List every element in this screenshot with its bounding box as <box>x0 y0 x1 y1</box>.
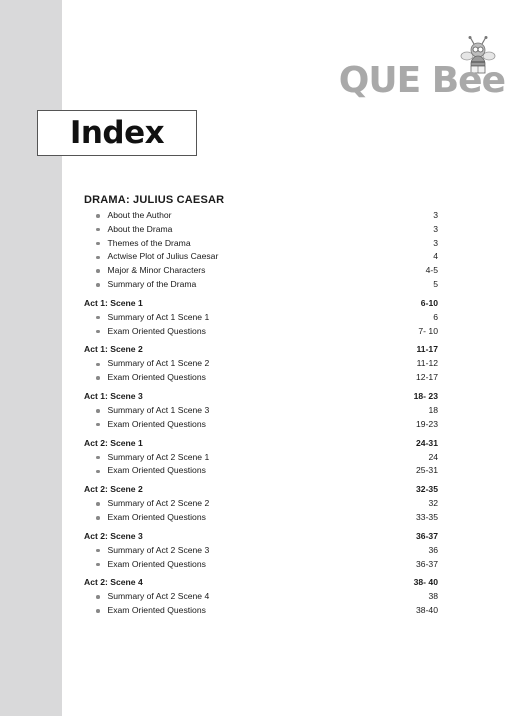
toc-entry-label: Exam Oriented Questions <box>107 558 206 569</box>
bullet-icon <box>96 228 100 232</box>
toc-entry <box>84 604 438 618</box>
bullet-icon <box>96 242 100 246</box>
toc-entry-page: 5 <box>433 278 438 289</box>
section-item-list <box>84 311 438 339</box>
toc-entry-label: About the Drama <box>107 223 173 234</box>
section-item-list <box>84 357 438 385</box>
section-heading <box>84 296 438 310</box>
toc-entry-label: About the Author <box>107 210 172 220</box>
toc-entry-label: Exam Oriented Questions <box>107 418 206 429</box>
section-pages: 32-35 <box>416 484 438 495</box>
section-heading <box>84 342 438 356</box>
toc-entry <box>84 223 438 237</box>
toc-entry-left <box>84 497 209 511</box>
toc-entry <box>84 451 438 465</box>
toc-entry-left <box>84 590 209 604</box>
table-of-contents <box>84 193 438 618</box>
bullet-icon <box>96 376 100 380</box>
toc-entry-left <box>84 604 206 618</box>
section-heading <box>84 575 438 589</box>
toc-entry-left <box>84 371 206 385</box>
drama-heading: DRAMA: JULIUS CAESAR <box>84 194 225 206</box>
section-heading <box>84 529 438 543</box>
bullet-icon <box>96 423 100 427</box>
toc-entry-label: Exam Oriented Questions <box>107 511 206 522</box>
toc-entry-page: 32 <box>428 498 438 509</box>
toc-entry-label: Summary of Act 1 Scene 3 <box>107 404 210 415</box>
toc-entry-left <box>84 278 196 292</box>
section-title: Act 1: Scene 3 <box>84 390 143 401</box>
bullet-icon <box>96 269 100 273</box>
toc-entry-left <box>84 311 209 325</box>
toc-entry <box>84 371 438 385</box>
bullet-icon <box>96 283 100 287</box>
bullet-icon <box>96 563 100 567</box>
toc-entry-page: 12-17 <box>416 372 438 383</box>
toc-entry-label: Exam Oriented Questions <box>107 372 206 383</box>
toc-entry <box>84 325 438 339</box>
toc-entry-left <box>84 237 191 251</box>
section-pages: 36-37 <box>416 530 438 541</box>
toc-entry-label: Summary of Act 2 Scene 1 <box>107 451 210 462</box>
section-item-list <box>84 451 438 479</box>
left-sidebar-band <box>0 0 62 716</box>
toc-entry-page: 38-40 <box>416 605 438 616</box>
index-title-box <box>37 110 197 156</box>
toc-entry-page: 3 <box>433 237 438 248</box>
toc-entry-left <box>84 209 172 223</box>
section-title: Act 2: Scene 2 <box>84 484 143 495</box>
section-pages: 24-31 <box>416 437 438 448</box>
toc-entry-left <box>84 404 209 418</box>
toc-entry-left <box>84 223 172 237</box>
toc-entry-page: 3 <box>433 210 438 220</box>
toc-entry-page: 36 <box>428 544 438 555</box>
section-title: Act 2: Scene 3 <box>84 530 143 541</box>
toc-entry-page: 6 <box>433 311 438 322</box>
toc-entry <box>84 590 438 604</box>
section-heading <box>84 389 438 403</box>
toc-entry-label: Summary of Act 1 Scene 1 <box>107 311 210 322</box>
toc-entry <box>84 464 438 478</box>
toc-entry <box>84 250 438 264</box>
toc-entry-left <box>84 558 206 572</box>
toc-entry <box>84 404 438 418</box>
section-heading <box>84 436 438 450</box>
toc-entry <box>84 544 438 558</box>
toc-entry-label: Summary of Act 2 Scene 4 <box>107 591 210 602</box>
section-pages: 38- 40 <box>413 577 438 588</box>
drama-item-list <box>84 209 438 292</box>
section-item-list <box>84 497 438 525</box>
toc-entry-left <box>84 511 206 525</box>
toc-entry-left <box>84 264 205 278</box>
toc-entry-label: Exam Oriented Questions <box>107 325 206 336</box>
bullet-icon <box>96 409 100 413</box>
page-title: Index <box>69 115 165 151</box>
toc-entry-page: 7- 10 <box>418 325 438 336</box>
toc-entry <box>84 357 438 371</box>
toc-entry <box>84 497 438 511</box>
toc-entry-left <box>84 357 209 371</box>
section-item-list <box>84 544 438 572</box>
section-list <box>84 296 438 618</box>
toc-entry <box>84 278 438 292</box>
toc-entry-label: Summary of Act 2 Scene 2 <box>107 498 210 509</box>
toc-entry <box>84 237 438 251</box>
toc-entry-page: 3 <box>433 223 438 234</box>
bullet-icon <box>96 256 100 260</box>
toc-entry-page: 4-5 <box>425 265 438 276</box>
toc-entry <box>84 511 438 525</box>
toc-entry-label: Exam Oriented Questions <box>107 605 206 616</box>
toc-entry <box>84 311 438 325</box>
brand-logo: QUE Bee <box>338 60 505 101</box>
bullet-icon <box>96 214 100 218</box>
section-pages: 6-10 <box>420 297 438 308</box>
toc-entry-page: 18 <box>428 404 438 415</box>
bullet-icon <box>96 316 100 320</box>
toc-entry <box>84 264 438 278</box>
toc-entry-page: 11-12 <box>416 358 438 369</box>
toc-entry-left <box>84 544 209 558</box>
toc-entry-page: 25-31 <box>416 465 438 476</box>
toc-entry-label: Summary of Act 2 Scene 3 <box>107 544 210 555</box>
toc-entry-page: 38 <box>428 591 438 602</box>
bullet-icon <box>96 595 100 599</box>
section-item-list <box>84 590 438 618</box>
toc-entry-left <box>84 325 206 339</box>
section-heading <box>84 482 438 496</box>
bullet-icon <box>96 470 100 474</box>
bullet-icon <box>96 330 100 334</box>
section-pages: 18- 23 <box>413 390 438 401</box>
bullet-icon <box>96 502 100 506</box>
toc-entry-page: 19-23 <box>416 418 438 429</box>
section-title: Act 1: Scene 2 <box>84 344 143 355</box>
toc-entry <box>84 418 438 432</box>
toc-entry-page: 4 <box>433 251 438 262</box>
section-title: Act 1: Scene 1 <box>84 297 143 308</box>
toc-entry <box>84 209 438 223</box>
toc-entry-left <box>84 250 218 264</box>
bullet-icon <box>96 363 100 367</box>
toc-entry-label: Summary of Act 1 Scene 2 <box>107 358 210 369</box>
section-item-list <box>84 404 438 432</box>
bullet-icon <box>96 609 100 613</box>
toc-entry <box>84 558 438 572</box>
toc-entry-left <box>84 451 209 465</box>
bullet-icon <box>96 549 100 553</box>
toc-entry-left <box>84 418 206 432</box>
section-pages: 11-17 <box>416 344 438 355</box>
bullet-icon <box>96 516 100 520</box>
toc-entry-left <box>84 464 206 478</box>
toc-entry-label: Major & Minor Characters <box>107 265 206 276</box>
toc-entry-label: Summary of the Drama <box>107 278 197 289</box>
toc-entry-page: 36-37 <box>416 558 438 569</box>
toc-entry-page: 33-35 <box>416 511 438 522</box>
toc-entry-page: 24 <box>428 451 438 462</box>
section-title: Act 2: Scene 1 <box>84 437 143 448</box>
toc-entry-label: Actwise Plot of Julius Caesar <box>107 251 219 262</box>
toc-entry-label: Themes of the Drama <box>107 237 191 248</box>
section-title: Act 2: Scene 4 <box>84 577 143 588</box>
bullet-icon <box>96 456 100 460</box>
toc-entry-label: Exam Oriented Questions <box>107 465 206 476</box>
